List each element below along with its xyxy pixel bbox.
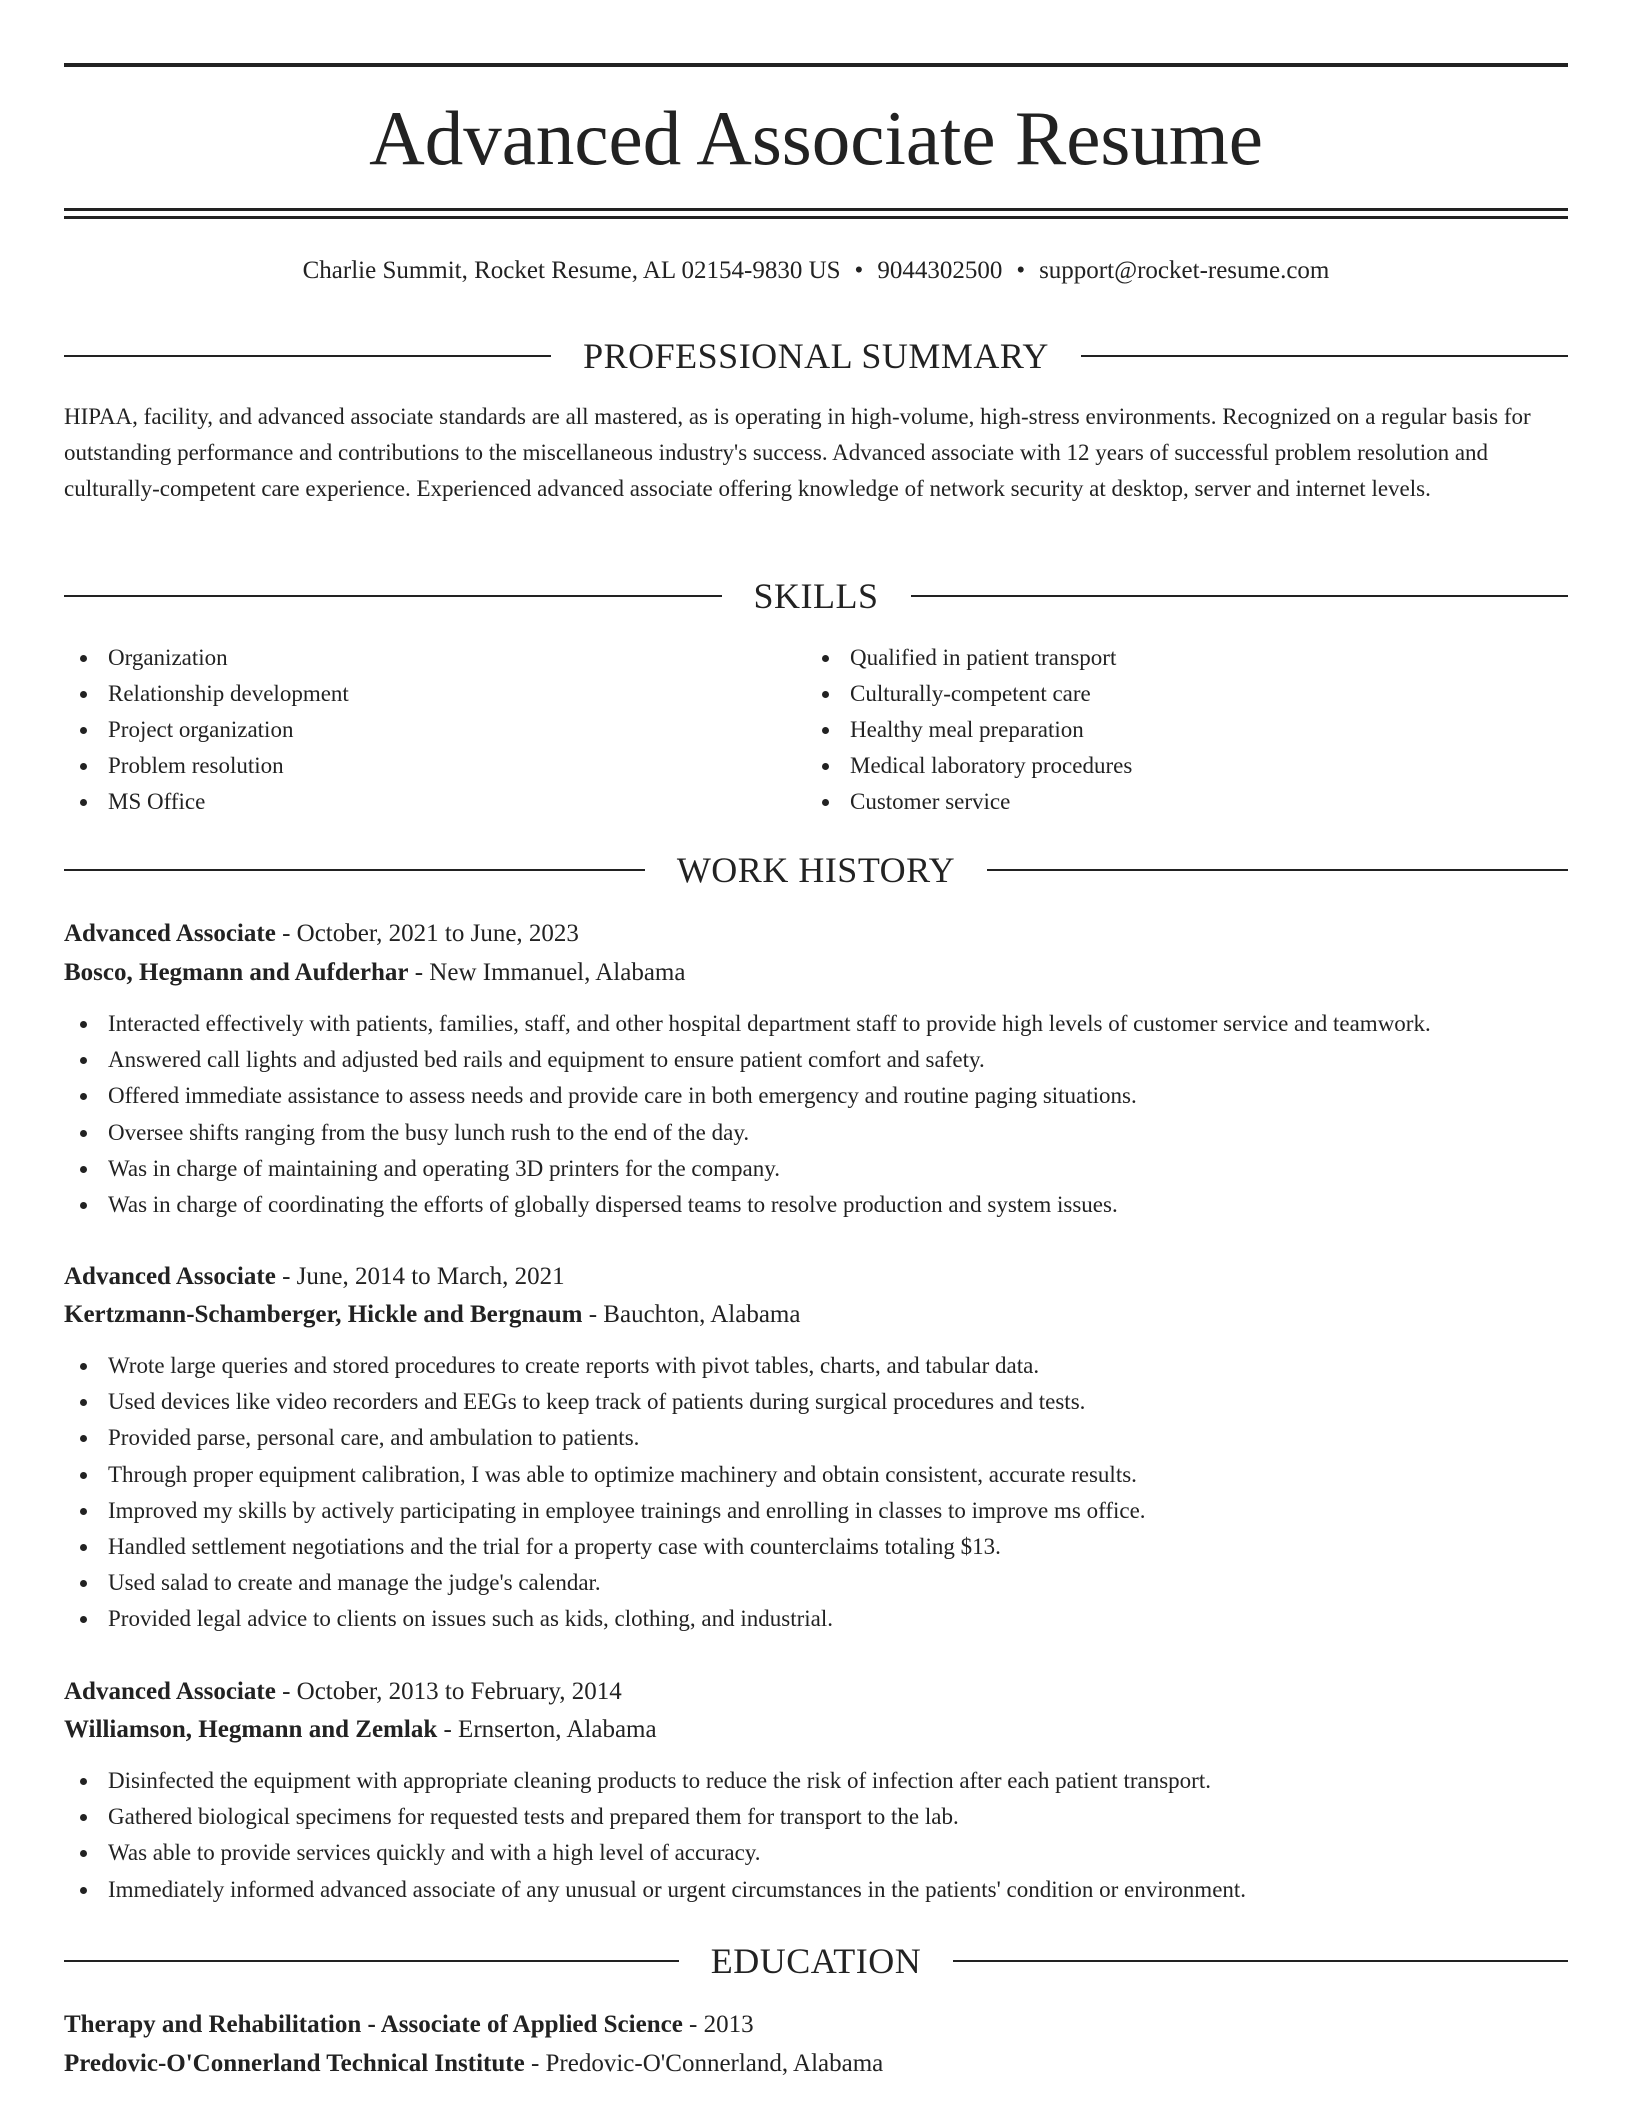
skills-list-right — [806, 640, 1506, 820]
job-bullet: Oversee shifts ranging from the busy lunch rush to the end of the day. — [64, 1115, 1568, 1151]
job-bullet: Was in charge of maintaining and operating 3D printers for the company. — [64, 1151, 1568, 1187]
job-bullets — [64, 1006, 1568, 1223]
section-heading-summary — [64, 334, 1568, 378]
education-school: Predovic-O'Connerland Technical Institute — [64, 2050, 525, 2077]
heading-rule — [64, 595, 722, 597]
job-title: Advanced Associate — [64, 1678, 276, 1705]
heading-rule — [953, 1960, 1568, 1962]
skill-item: Medical laboratory procedures — [806, 748, 1506, 784]
job-company-line — [64, 1296, 800, 1334]
section-heading-education — [64, 1939, 1568, 1983]
job-dates: - October, 2013 to February, 2014 — [275, 1678, 622, 1705]
heading-text: EDUCATION — [710, 1941, 922, 1981]
job-bullets — [64, 1348, 1568, 1638]
heading-text: PROFESSIONAL SUMMARY — [583, 336, 1049, 376]
job-title: Advanced Associate — [64, 920, 276, 947]
education-school-line — [64, 2045, 883, 2083]
job-bullets — [64, 1763, 1568, 1908]
job-location: - Bauchton, Alabama — [582, 1301, 801, 1328]
summary-paragraph: HIPAA, facility, and advanced associate standards are all mastered, as is operating in high-volume, high-stress environments. Recognized on a regular basis for outstanding performance and contributions to the miscellaneous industry's success. Advanced associate with 12 years of successful problem resolution and culturally-competent care experience. Experienced advanced associate offering knowledge of network security at desktop, server and internet levels. — [64, 404, 1531, 501]
job-company: Williamson, Hegmann and Zemlak — [64, 1716, 438, 1743]
job-title-line — [64, 1258, 565, 1296]
heading-rule — [987, 869, 1568, 871]
job-bullet: Answered call lights and adjusted bed rails and equipment to ensure patient comfort and safety. — [64, 1042, 1568, 1078]
job-bullet: Gathered biological specimens for requested tests and prepared them for transport to the lab. — [64, 1799, 1568, 1835]
heading-rule — [911, 595, 1569, 597]
job-dates: - June, 2014 to March, 2021 — [275, 1263, 565, 1290]
job-bullet: Used devices like video recorders and EEGs to keep track of patients during surgical procedures and tests. — [64, 1384, 1568, 1420]
skills-list-left — [64, 640, 764, 820]
job-bullet: Provided legal advice to clients on issues such as kids, clothing, and industrial. — [64, 1601, 1568, 1637]
job-dates: - October, 2021 to June, 2023 — [275, 920, 579, 947]
job-bullet: Wrote large queries and stored procedures to create reports with pivot tables, charts, and tabular data. — [64, 1348, 1568, 1384]
contact-email: support@rocket-resume.com — [1039, 257, 1330, 284]
job-bullet: Disinfected the equipment with appropriate cleaning products to reduce the risk of infection after each patient transport. — [64, 1763, 1568, 1799]
skill-item: Healthy meal preparation — [806, 712, 1506, 748]
job-location: - Ernserton, Alabama — [437, 1716, 657, 1743]
contact-separator: • — [854, 257, 864, 284]
skill-item: Relationship development — [64, 676, 764, 712]
job-title-line — [64, 915, 579, 953]
job-company-line — [64, 954, 685, 992]
skill-item: MS Office — [64, 784, 764, 820]
contact-phone: 9044302500 — [877, 257, 1003, 284]
skill-item: Culturally-competent care — [806, 676, 1506, 712]
job-bullet: Interacted effectively with patients, families, staff, and other hospital department staff to provide high levels of customer service and teamwork. — [64, 1006, 1568, 1042]
job-bullet: Through proper equipment calibration, I was able to optimize machinery and obtain consistent, accurate results. — [64, 1457, 1568, 1493]
job-company-line — [64, 1711, 657, 1749]
section-heading-skills — [64, 574, 1568, 618]
education-location: - Predovic-O'Connerland, Alabama — [524, 2050, 884, 2077]
job-bullet: Was able to provide services quickly and with a high level of accuracy. — [64, 1835, 1568, 1871]
resume-title: Advanced Associate Resume — [369, 95, 1263, 181]
job-company: Kertzmann-Schamberger, Hickle and Bergnaum — [64, 1301, 583, 1328]
education-degree-line — [64, 2006, 754, 2044]
job-bullet: Provided parse, personal care, and ambulation to patients. — [64, 1420, 1568, 1456]
skill-item: Project organization — [64, 712, 764, 748]
job-bullet: Immediately informed advanced associate of any unusual or urgent circumstances in the patients' condition or environment. — [64, 1872, 1568, 1908]
contact-line — [64, 254, 1568, 288]
skill-item: Qualified in patient transport — [806, 640, 1506, 676]
header-double-rule-upper — [64, 208, 1568, 211]
job-location: - New Immanuel, Alabama — [408, 959, 686, 986]
job-bullet: Used salad to create and manage the judge's calendar. — [64, 1565, 1568, 1601]
section-heading-work-history — [64, 848, 1568, 892]
heading-rule — [64, 355, 551, 357]
job-company: Bosco, Hegmann and Aufderhar — [64, 959, 409, 986]
job-bullet: Was in charge of coordinating the efforts of globally dispersed teams to resolve production and system issues. — [64, 1187, 1568, 1223]
heading-rule — [1081, 355, 1568, 357]
heading-rule — [64, 1960, 679, 1962]
job-title-line — [64, 1673, 622, 1711]
heading-rule — [64, 869, 645, 871]
job-title: Advanced Associate — [64, 1263, 276, 1290]
header-double-rule-lower — [64, 216, 1568, 219]
education-degree: Therapy and Rehabilitation - Associate of Applied Science — [64, 2011, 683, 2038]
header-top-rule — [64, 63, 1568, 67]
job-bullet: Offered immediate assistance to assess needs and provide care in both emergency and routine paging situations. — [64, 1078, 1568, 1114]
heading-text: WORK HISTORY — [676, 850, 956, 890]
contact-address: Charlie Summit, Rocket Resume, AL 02154-9830 US — [302, 257, 841, 284]
skill-item: Customer service — [806, 784, 1506, 820]
job-bullet: Handled settlement negotiations and the trial for a property case with counterclaims totaling $13. — [64, 1529, 1568, 1565]
heading-text: SKILLS — [753, 576, 879, 616]
education-year: - 2013 — [682, 2011, 754, 2038]
skill-item: Problem resolution — [64, 748, 764, 784]
skill-item: Organization — [64, 640, 764, 676]
job-bullet: Improved my skills by actively participating in employee trainings and enrolling in classes to improve ms office. — [64, 1493, 1568, 1529]
contact-separator: • — [1016, 257, 1026, 284]
